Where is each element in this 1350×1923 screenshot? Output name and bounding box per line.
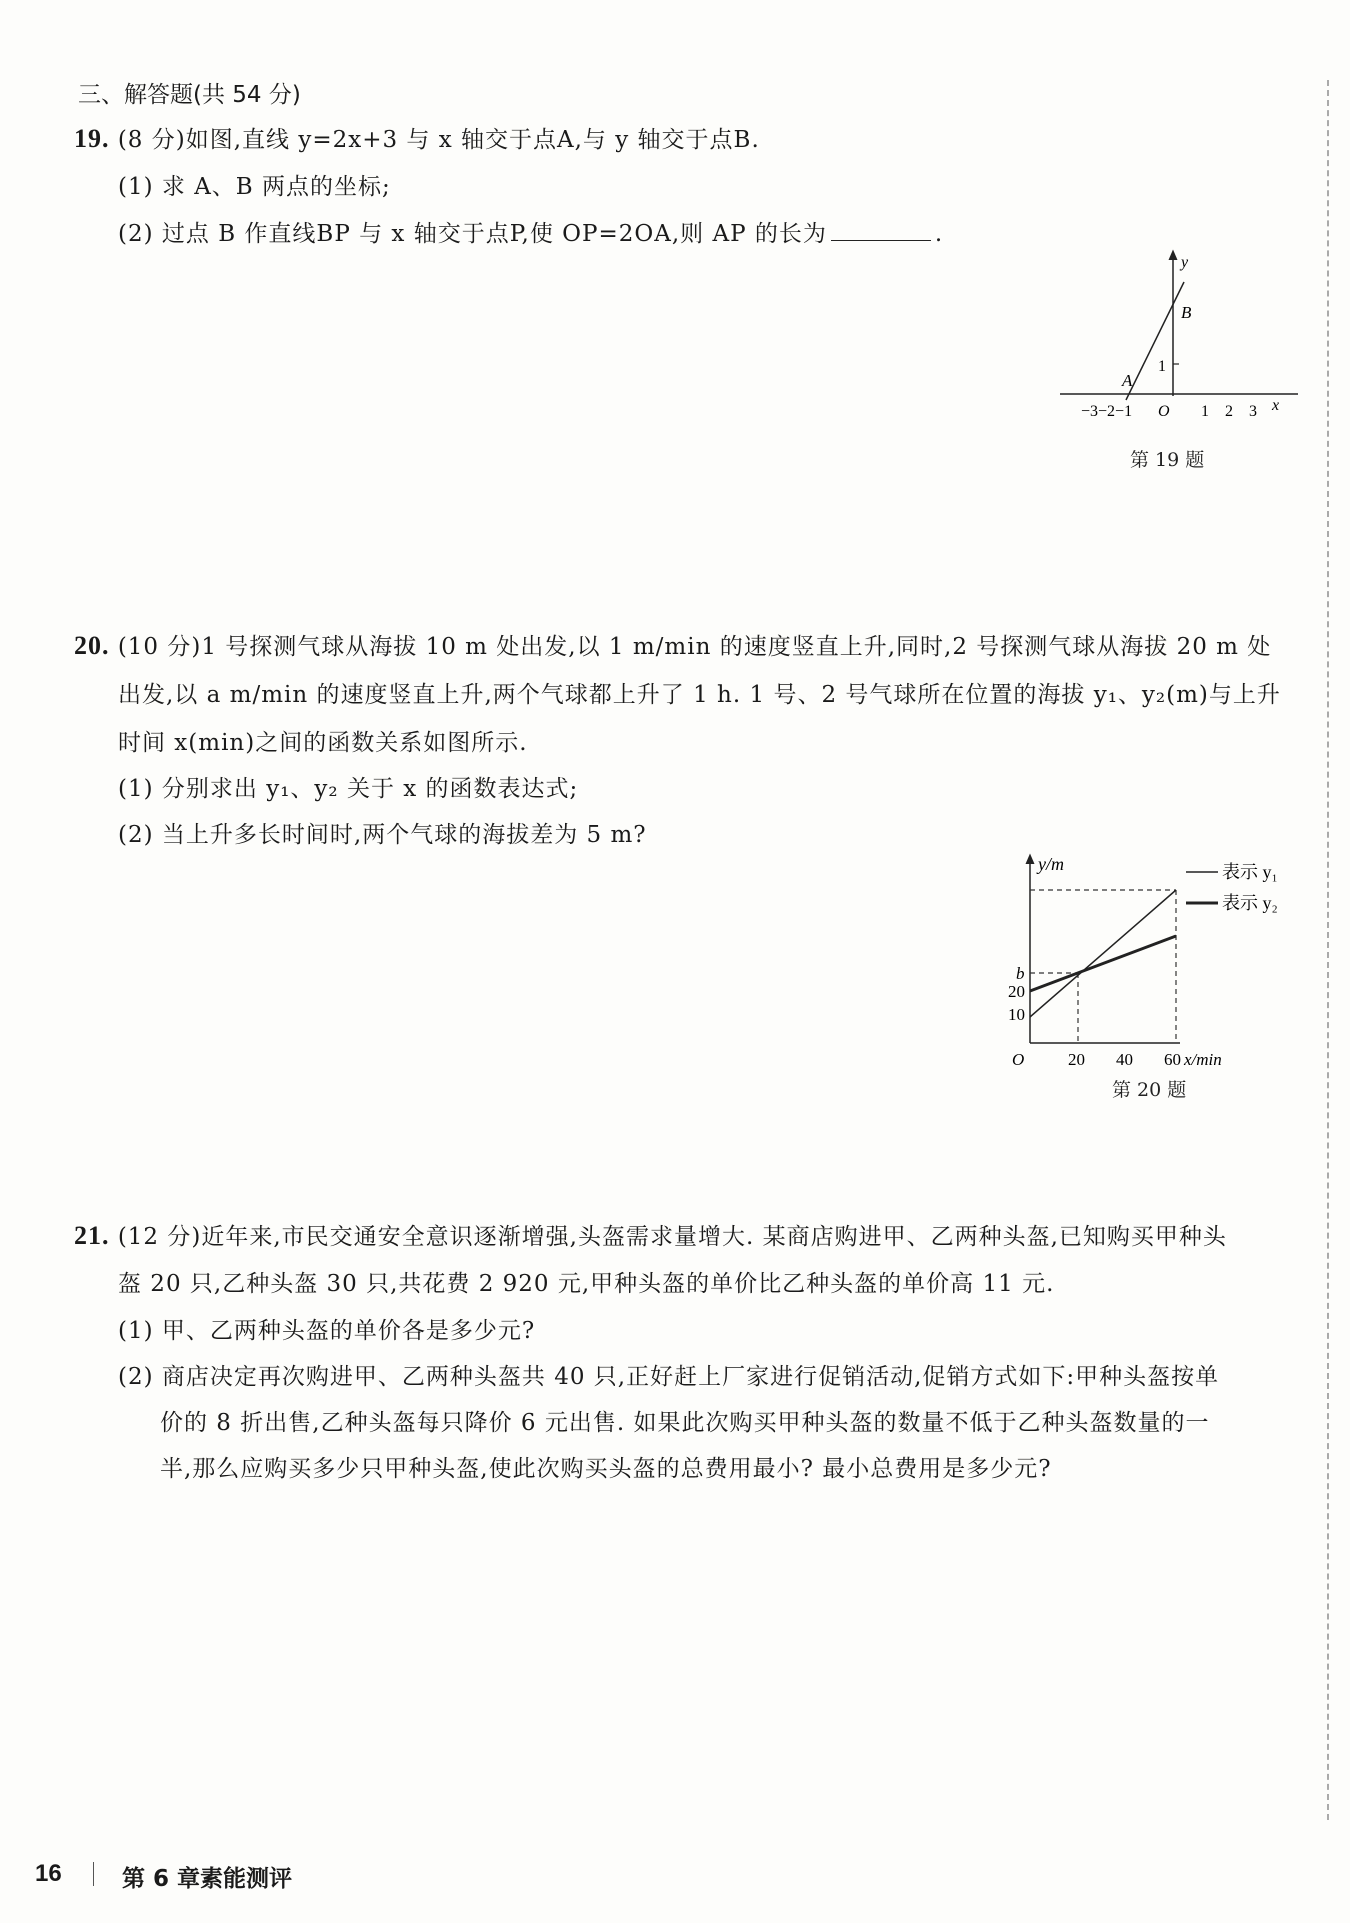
q21-line1 <box>74 1218 1227 1251</box>
q19-figure <box>1060 250 1300 420</box>
page-number: 16 <box>35 1860 62 1887</box>
footer-divider <box>93 1862 94 1886</box>
q19-number: 19. <box>74 124 110 153</box>
q20-number: 20. <box>74 631 110 660</box>
q20-part2: (2) 当上升多长时间时,两个气球的海拔差为 5 m? <box>118 822 647 848</box>
answer-blank <box>831 218 931 241</box>
q20-line1 <box>74 628 1271 661</box>
x-tick-2: 2 <box>1225 403 1233 420</box>
x-tick-40: 40 <box>1116 1050 1133 1069</box>
q19-part2-text: (2) 过点 B 作直线BP 与 x 轴交于点P,使 OP=2OA,则 AP 的长为 <box>118 221 827 247</box>
legend-label-y2: 表示 y₂ <box>1222 893 1278 913</box>
q20-line1-text: (10 分)1 号探测气球从海拔 10 m 处出发,以 1 m/min 的速度竖直上升,同时,2 号探测气球从海拔 20 m 处 <box>117 634 1272 660</box>
y-tick-b: b <box>1016 964 1025 983</box>
q19-caption: 第 19 题 <box>1130 449 1205 471</box>
q20-part1: (1) 分别求出 y₁、y₂ 关于 x 的函数表达式; <box>118 776 579 802</box>
q20-line3: 时间 x(min)之间的函数关系如图所示. <box>118 730 528 756</box>
q19-part2 <box>118 215 943 248</box>
point-a-label: A <box>1122 371 1133 390</box>
point-b-label: B <box>1181 303 1192 322</box>
y-axis-label: y/m <box>1038 854 1064 874</box>
chapter-title: 第 6 章素能测评 <box>122 1866 293 1892</box>
fold-line <box>1327 80 1329 1820</box>
x-axis-label: x/min <box>1184 1050 1222 1069</box>
q19-stem <box>74 121 760 154</box>
y-tick-label: 1 <box>1158 358 1166 375</box>
q20-line2: 出发,以 a m/min 的速度竖直上升,两个气球都上升了 1 h. 1 号、2 号气球所在位置的海拔 y₁、y₂(m)与上升 <box>118 682 1281 708</box>
q20-caption: 第 20 题 <box>1112 1079 1187 1101</box>
y-tick-10: 10 <box>1008 1005 1025 1024</box>
q21-line2: 盔 20 只,乙种头盔 30 只,共花费 2 920 元,甲种头盔的单价比乙种头盔的单价高 11 元. <box>118 1271 1055 1297</box>
origin-label: O <box>1012 1050 1025 1069</box>
x-neg-tick-labels: −3−2−1 <box>1081 403 1133 420</box>
y-tick-20: 20 <box>1008 982 1025 1001</box>
x-axis-label: x <box>1272 397 1280 414</box>
x-tick-1: 1 <box>1201 403 1209 420</box>
x-tick-20: 20 <box>1068 1050 1085 1069</box>
y-axis-label: y <box>1181 254 1189 271</box>
q21-line1-text: (12 分)近年来,市民交通安全意识逐渐增强,头盔需求量增大. 某商店购进甲、乙两种头盔,已知购买甲种头 <box>117 1224 1227 1250</box>
x-tick-60: 60 <box>1164 1050 1181 1069</box>
section-title: 三、解答题(共 54 分) <box>78 82 301 108</box>
q21-part2-line1: (2) 商店决定再次购进甲、乙两种头盔共 40 只,正好赶上厂家进行促销活动,促销方式如下:甲种头盔按单 <box>118 1364 1220 1390</box>
legend-label-y1: 表示 y₁ <box>1222 862 1278 882</box>
q20-figure <box>990 850 1300 1075</box>
q19-part2-end: . <box>934 221 944 247</box>
graph-line <box>1126 282 1184 400</box>
line-y2 <box>1030 936 1176 991</box>
q21-part2-line2: 价的 8 折出售,乙种头盔每只降价 6 元出售. 如果此次购买甲种头盔的数量不低于乙种头盔数量的一 <box>160 1410 1210 1436</box>
q21-number: 21. <box>74 1221 110 1250</box>
line-y1 <box>1030 890 1176 1017</box>
q19-part1: (1) 求 A、B 两点的坐标; <box>118 174 391 200</box>
origin-label: O <box>1158 403 1170 420</box>
q19-stem-text: (8 分)如图,直线 y=2x+3 与 x 轴交于点A,与 y 轴交于点B. <box>117 127 760 153</box>
q21-part2-line3: 半,那么应购买多少只甲种头盔,使此次购买头盔的总费用最小? 最小总费用是多少元? <box>160 1456 1052 1482</box>
x-tick-3: 3 <box>1249 403 1257 420</box>
q21-part1: (1) 甲、乙两种头盔的单价各是多少元? <box>118 1318 536 1344</box>
